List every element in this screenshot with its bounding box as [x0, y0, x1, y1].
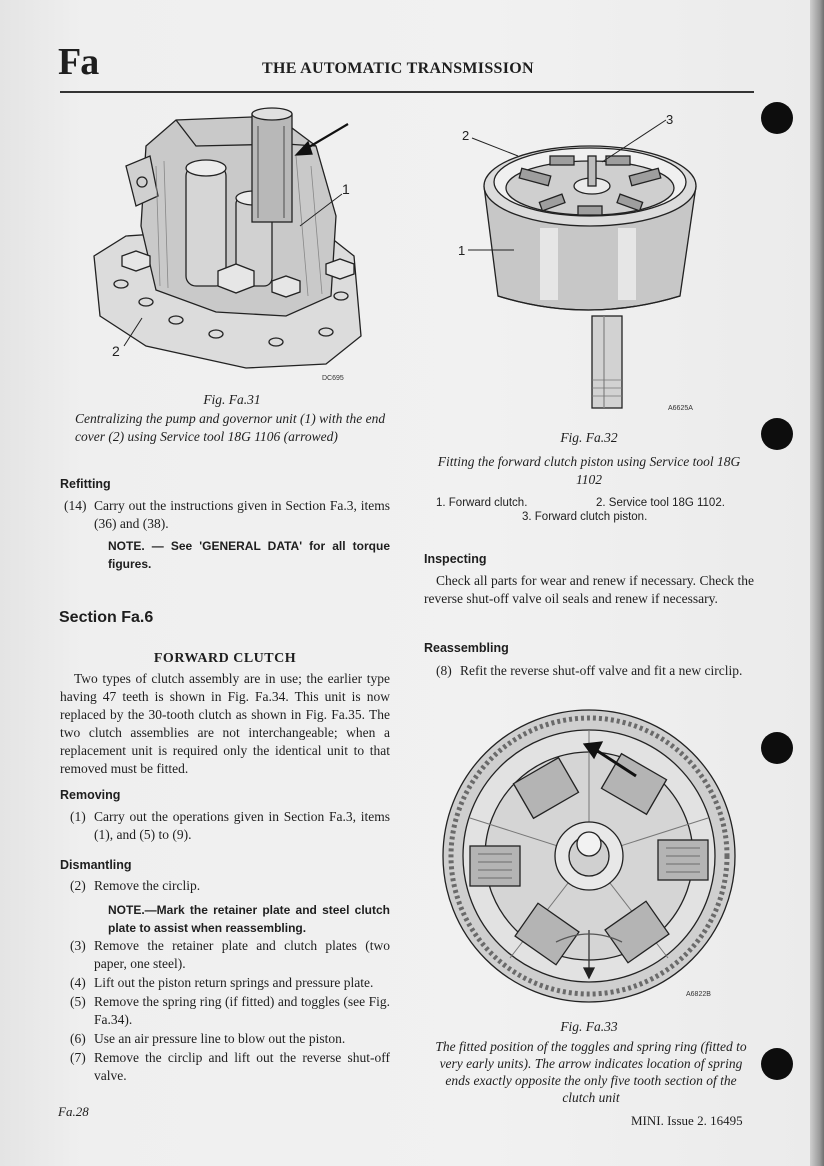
fig-33-illustration: [436, 706, 744, 1010]
section-title: Section Fa.6: [59, 609, 154, 626]
refitting-list: [64, 497, 390, 533]
page-edge-shadow: [810, 0, 824, 1166]
dismantling-item-5: (5) Remove the spring ring (if fitted) and toggles (see Fig. Fa.34).: [70, 994, 390, 1027]
binder-hole: [761, 1048, 793, 1080]
dismantling-item-2: (2) Remove the circlip.: [70, 878, 201, 893]
fig-33-caption: The fitted position of the toggles and spring ring (fitted to very early units). The arrow indicates location of spring ends exactly opposite the only five tooth section of the clutch unit: [435, 1039, 747, 1105]
removing-heading: Removing: [60, 788, 121, 802]
inspecting-text: Check all parts for wear and renew if necessary. Check the reverse shut-off valve oil seals and renew if necessary.: [424, 573, 754, 606]
dismantling-item-6: (6) Use an air pressure line to blow out the piston.: [70, 1031, 346, 1046]
fig-32-legend-3: 3. Forward clutch piston.: [522, 511, 648, 523]
forward-clutch-intro: Two types of clutch assembly are in use; the earlier type having 47 teeth is shown in Fig. Fa.34. This unit is now replaced by the 30-tooth clutch as shown in Fig. Fa.35. The two clutch assemblies are not interchangeable; when a replacement unit is required only the identical unit to that removed must be fitted.: [60, 671, 390, 776]
dismantling-heading: Dismantling: [60, 858, 132, 872]
fig-32-callout-1: 1: [458, 243, 466, 258]
removing-item-1: (1) Carry out the operations given in Section Fa.3, items (1), and (5) to (9).: [70, 809, 390, 842]
fig-32-callout-2: 2: [462, 128, 470, 143]
refitting-note: NOTE. — See 'GENERAL DATA' for all torque figures.: [108, 539, 390, 571]
dismantling-item-7: (7) Remove the circlip and lift out the reverse shut-off valve.: [70, 1050, 390, 1083]
dismantling-list: [70, 937, 390, 1085]
fig-31-callout-2: 2: [112, 343, 120, 359]
fig-33-label: Fig. Fa.33: [560, 1019, 618, 1034]
fig-32-caption: Fitting the forward clutch piston using Service tool 18G 1102: [437, 454, 741, 487]
reassembling-item-8: (8) Refit the reverse shut-off valve and fit a new circlip.: [436, 663, 743, 678]
fig-32-ref-code: A6625A: [668, 405, 693, 412]
fig-32-legend-2: 2. Service tool 18G 1102.: [596, 497, 725, 509]
reassembling-heading: Reassembling: [424, 641, 509, 655]
refitting-heading: Refitting: [60, 477, 111, 491]
inspecting-heading: Inspecting: [424, 552, 487, 566]
removing-list: [70, 808, 390, 844]
chapter-title: THE AUTOMATIC TRANSMISSION: [262, 60, 534, 77]
binder-hole: [761, 102, 793, 134]
fig-32-callout-3: 3: [666, 112, 674, 127]
dismantling-note: NOTE.—Mark the retainer plate and steel clutch plate to assist when reassembling.: [108, 903, 390, 935]
dismantling-item-3: (3) Remove the retainer plate and clutch plates (two paper, one steel).: [70, 938, 390, 971]
fig-31-caption: Centralizing the pump and governor unit (1) with the end cover (2) using Service tool 18G 1106 (arrowed): [75, 411, 386, 444]
fig-32-legend-1: 1. Forward clutch.: [436, 497, 528, 509]
binder-hole: [761, 418, 793, 450]
reassembling-list: [436, 662, 756, 680]
fig-32-illustration: [458, 110, 728, 420]
fig-32-label: Fig. Fa.32: [560, 430, 618, 445]
fig-33-ref-code: A6822B: [686, 991, 711, 998]
subsection-title: FORWARD CLUTCH: [153, 651, 297, 666]
fig-31-illustration: [86, 106, 376, 386]
fig-31-ref-code: DC695: [322, 375, 344, 382]
page-number: Fa.28: [58, 1104, 89, 1119]
header-rule: [60, 91, 754, 93]
dismantling-item-4: (4) Lift out the piston return springs and pressure plate.: [70, 975, 374, 990]
chapter-code: Fa: [58, 41, 99, 83]
dismantling-item-2-row: [70, 877, 390, 895]
fig-31-label: Fig. Fa.31: [203, 392, 261, 407]
publication-info: MINI. Issue 2. 16495: [631, 1113, 743, 1128]
refitting-item-14: (14) Carry out the instructions given in Section Fa.3, items (36) and (38).: [64, 498, 390, 531]
fig-31-callout-1: 1: [342, 181, 350, 197]
binder-hole: [761, 732, 793, 764]
